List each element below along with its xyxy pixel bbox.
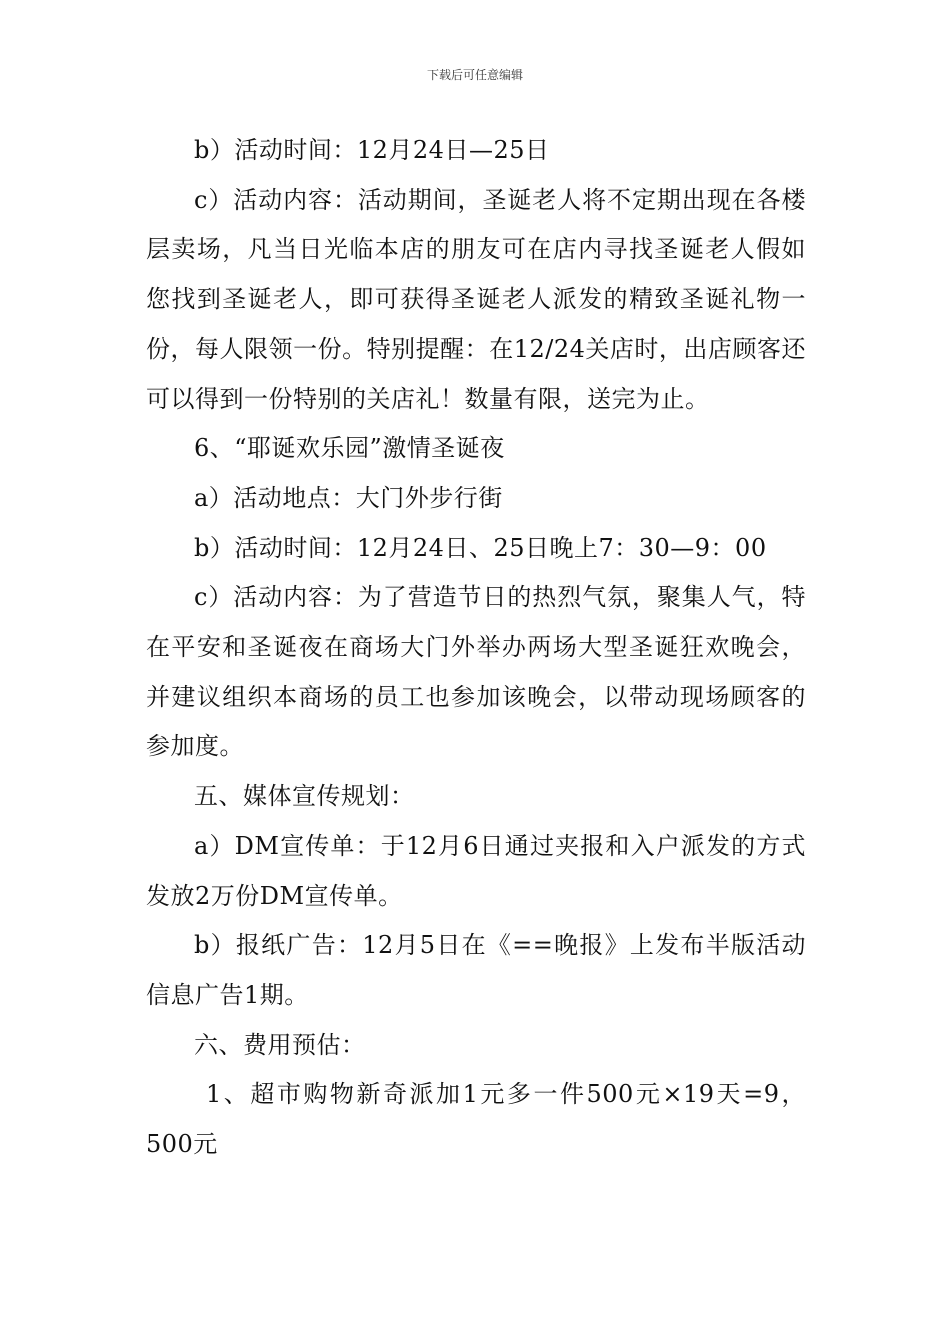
paragraph-event-content-c-2: c）活动内容：为了营造节日的热烈气氛，聚集人气，特在平安和圣诞夜在商场大门外举办两场大型圣诞狂欢晚会，并建议组织本商场的员工也参加该晚会，以带动现场顾客的参加度。 (146, 583, 806, 761)
paragraph-section-6-title: 6、“耶诞欢乐园”激情圣诞夜 (194, 434, 505, 463)
paragraph-newspaper-ad-b: b）报纸广告：12月5日在《==晚报》上发布半版活动信息广告1期。 (146, 931, 806, 1009)
paragraph-section-6-cost-title: 六、费用预估： (194, 1030, 366, 1059)
paragraph-event-time-b: b）活动时间：12月24日—25日 (194, 136, 550, 164)
paragraph-dm-flyer-a: a）DM宣传单：于12月6日通过夹报和入户派发的方式发放2万份DM宣传单。 (146, 831, 806, 910)
page-header: 下载后可任意编辑 (426, 68, 523, 82)
paragraph-event-time-b-2: b）活动时间：12月24日、25日晚上7：30—9：00 (194, 533, 767, 562)
paragraph-section-5-title: 五、媒体宣传规划： (194, 782, 415, 811)
paragraph-cost-item-1: 1、超市购物新奇派加1元多一件500元×19天=9，500元 (146, 1080, 806, 1159)
paragraph-event-location-a: a）活动地点：大门外步行街 (194, 483, 503, 512)
paragraph-event-content-c: c）活动内容：活动期间，圣诞老人将不定期出现在各楼层卖场，凡当日光临本店的朋友可在店内寻找圣诞老人假如您找到圣诞老人，即可获得圣诞老人派发的精致圣诞礼物一份，每人限领一份。特别提醒：在12/24关店时，出店顾客还可以得到一份特别的关店礼！数量有限，送完为止。 (146, 185, 806, 413)
document-body (146, 126, 806, 1170)
